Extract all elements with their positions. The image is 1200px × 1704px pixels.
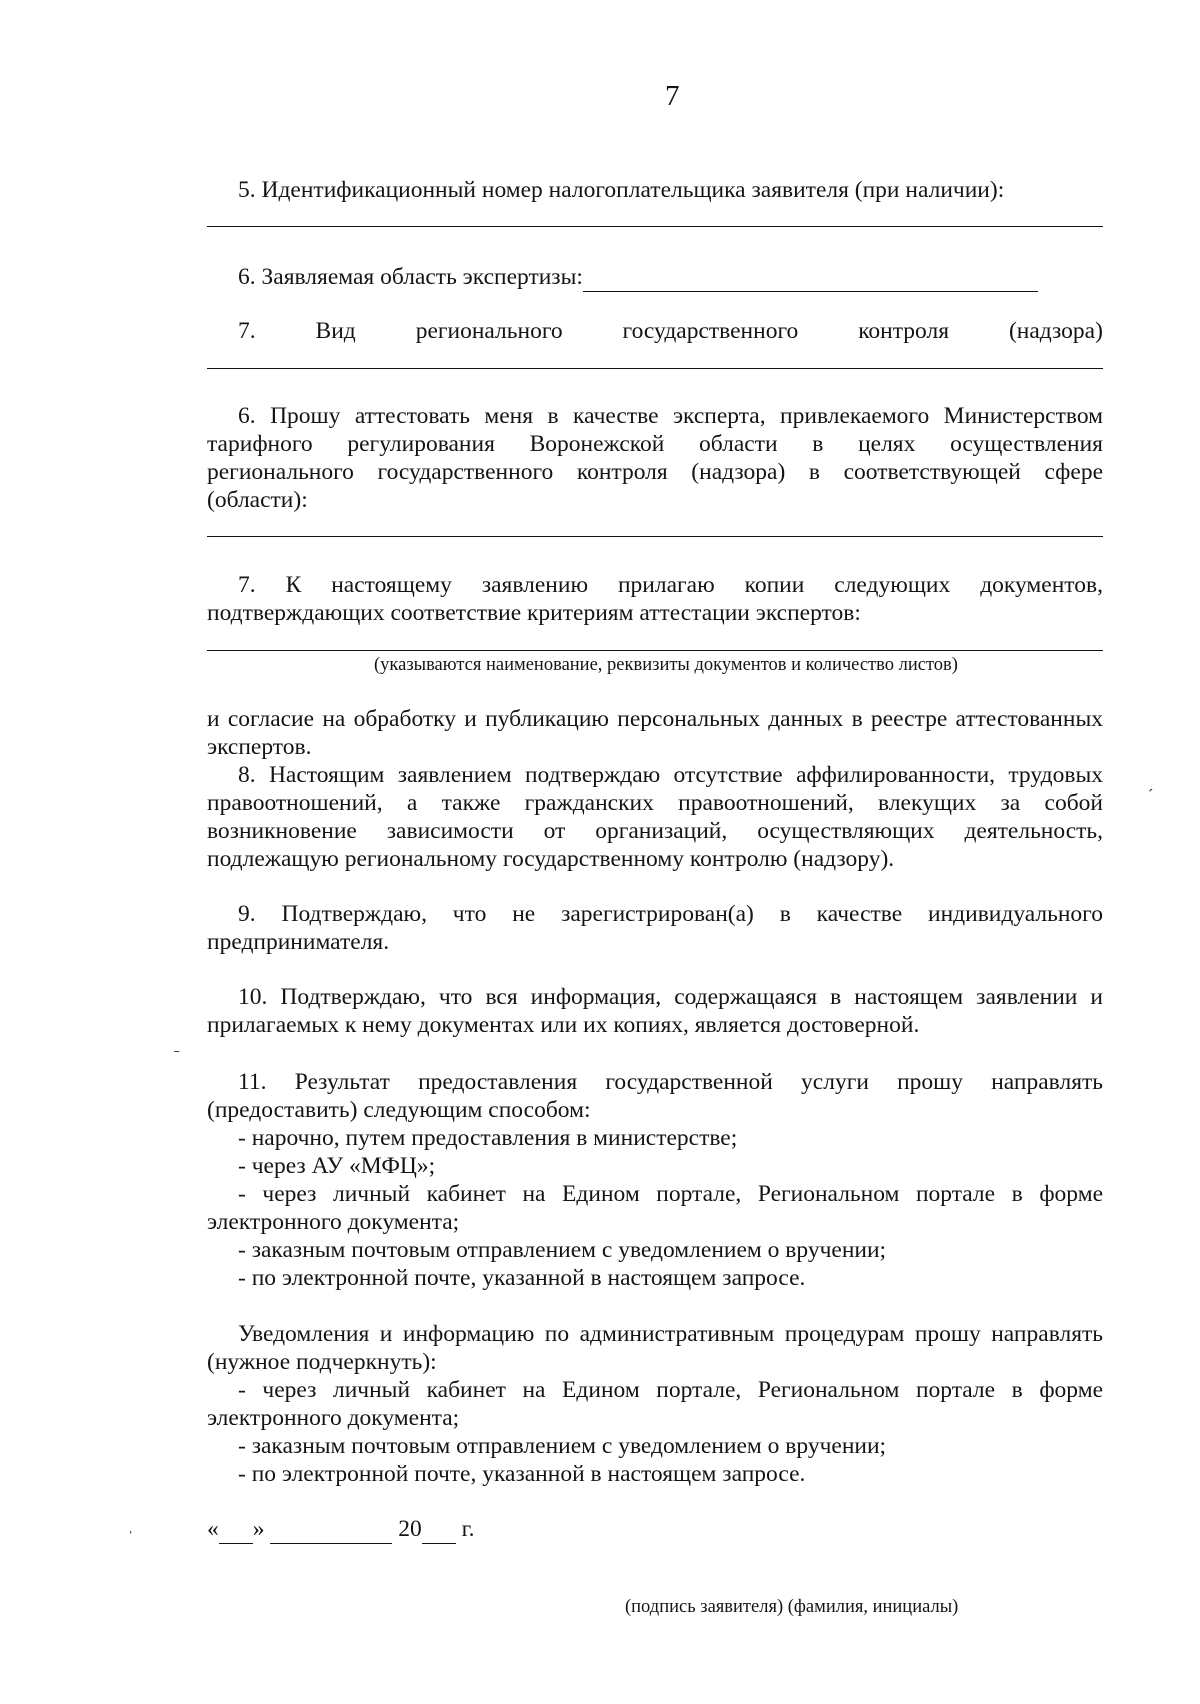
control-type-word: регионального [415,318,563,344]
date-close-quote: » [252,1516,265,1542]
reliability-line-1: 10. Подтверждаю, что вся информация, содержащаяся в настоящем заявлении и [238,984,1103,1010]
attachments-line-1: 7. К настоящему заявлению прилагаю копии следующих документов, [238,572,1103,598]
consent-line-1: и согласие на обработку и публикацию персональных данных в реестре аттестованных [207,706,1103,732]
notifications-option-mail: - заказным почтовым отправлением с уведомлением о вручении; [238,1433,887,1459]
request-line-3: регионального государственного контроля (надзора) в соответствующей сфере [207,459,1103,485]
date-line [207,1515,1103,1544]
result-option-portal-cont: электронного документа; [207,1209,460,1235]
affiliation-line-3: возникновение зависимости от организаций, осуществляющих деятельность, [207,818,1103,844]
result-line-1: 11. Результат предоставления государственной услуги прошу направлять [238,1069,1103,1095]
control-type-word: Вид [315,318,356,344]
request-line-4: (области): [207,487,308,513]
result-option-mail: - заказным почтовым отправлением с уведомлением о вручении; [238,1237,887,1263]
expertise-area-row [207,263,1103,292]
date-year-suffix: г. [461,1516,475,1542]
result-option-mfc: - через АУ «МФЦ»; [238,1153,436,1179]
scan-speck: ˍ [174,1037,180,1054]
affiliation-line-2: правоотношений, а также гражданских правоотношений, влекущих за собой [207,790,1103,816]
request-line-1: 6. Прошу аттестовать меня в качестве эксперта, привлекаемого Министерством [238,403,1103,429]
control-type-word: государственного [622,318,799,344]
result-option-portal: - через личный кабинет на Едином портале, Региональном портале в форме [238,1181,1103,1207]
control-type-heading [207,317,1103,345]
request-line-2: тарифного регулирования Воронежской области в целях осуществления [207,431,1103,457]
signature-caption: (подпись заявителя) (фамилия, инициалы) [625,1597,959,1617]
page-number: 7 [665,80,680,112]
result-option-in-person: - нарочно, путем предоставления в министерстве; [238,1125,738,1151]
inn-label: 5. Идентификационный номер налогоплательщика заявителя (при наличии): [238,177,1005,203]
expertise-area-fill-line [583,263,1038,292]
scan-speck: ˊ [1148,787,1154,804]
date-month-fill [270,1515,392,1544]
attachments-fill-line [207,650,1103,651]
ip-line-2: предпринимателя. [207,929,390,955]
attachments-line-2: подтверждающих соответствие критериям аттестации экспертов: [207,600,861,626]
ip-line-1: 9. Подтверждаю, что не зарегистрирован(а) в качестве индивидуального [238,901,1103,927]
attachments-caption: (указываются наименование, реквизиты документов и количество листов) [374,655,958,675]
control-type-word: контроля [858,318,950,344]
reliability-line-2: прилагаемых к нему документах или их копиях, является достоверной. [207,1012,920,1038]
expertise-area-label: 6. Заявляемая область экспертизы: [238,264,583,290]
control-type-word: 7. [238,318,256,344]
result-option-email: - по электронной почте, указанной в настоящем запросе. [238,1265,806,1291]
affiliation-line-4: подлежащую региональному государственному контролю (надзору). [207,846,895,872]
notifications-option-email: - по электронной почте, указанной в настоящем запросе. [238,1461,806,1487]
notifications-option-portal: - через личный кабинет на Едином портале, Региональном портале в форме [238,1377,1103,1403]
date-year-prefix: 20 [398,1516,422,1542]
inn-fill-line [207,226,1103,227]
scan-speck: ˈ [128,1529,134,1546]
date-year-fill [422,1515,456,1544]
result-line-2: (предоставить) следующим способом: [207,1097,591,1123]
affiliation-line-1: 8. Настоящим заявлением подтверждаю отсутствие аффилированности, трудовых [238,762,1103,788]
consent-line-2: экспертов. [207,734,312,760]
notifications-line-2: (нужное подчеркнуть): [207,1349,437,1375]
date-open-quote: « [207,1516,219,1542]
notifications-option-portal-cont: электронного документа; [207,1405,460,1431]
request-fill-line [207,536,1103,537]
control-type-fill-line [207,368,1103,369]
date-day-fill [219,1515,253,1544]
control-type-word: (надзора) [1008,318,1103,344]
notifications-line-1: Уведомления и информацию по административным процедурам прошу направлять [238,1321,1103,1347]
